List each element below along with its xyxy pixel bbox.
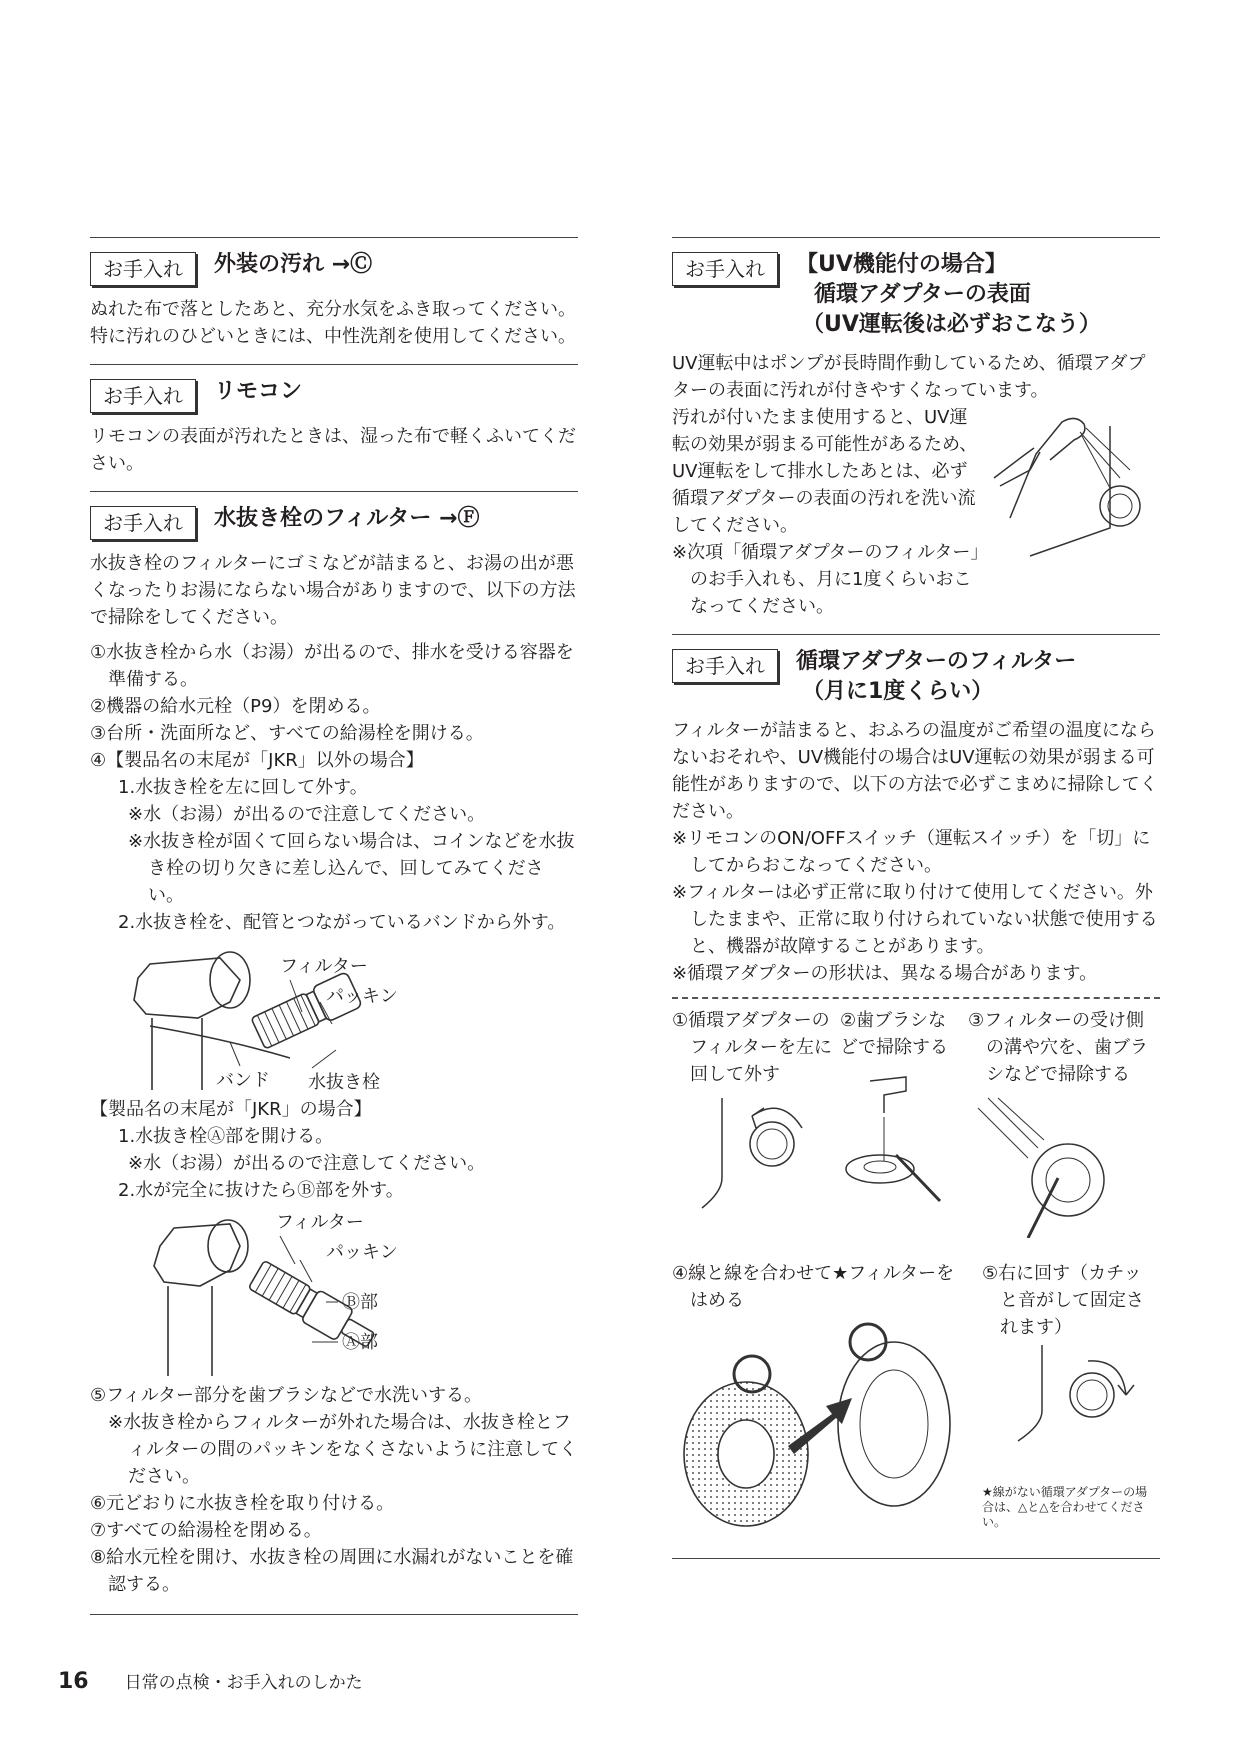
title-line: 循環アダプターのフィルター xyxy=(796,649,1077,674)
sub-step: 2.水が完全に抜けたらⒷ部を外す。 xyxy=(118,1180,404,1201)
adapter-receiver xyxy=(838,1342,950,1506)
section-body xyxy=(90,423,578,477)
step-item: ②機器の給水元栓（P9）を閉める。 xyxy=(90,696,381,717)
packing-shape xyxy=(296,1289,317,1317)
divider xyxy=(672,1558,1160,1559)
part-b-label: Ⓑ部 xyxy=(342,1292,378,1313)
sub-step: 1.水抜き栓Ⓐ部を開ける。 xyxy=(118,1126,334,1147)
brush-clean-illustration xyxy=(840,1061,960,1211)
footer-label: 日常の点検・お手入れのしかた xyxy=(124,1673,363,1693)
dashed-divider xyxy=(672,997,1160,999)
care-tag: お手入れ xyxy=(672,252,778,286)
faucet xyxy=(870,1077,906,1113)
step-item: ⑧給水元栓を開け、水抜き栓の周囲に水漏れがないことを確認する。 xyxy=(90,1547,574,1595)
drain-plug-diagram xyxy=(90,940,578,1090)
rotate-right-illustration xyxy=(982,1341,1152,1451)
housing-shape xyxy=(134,958,240,1018)
section-title: 外装の汚れ →Ⓒ xyxy=(214,252,373,277)
toothbrush xyxy=(896,1155,940,1201)
step-note: ※水抜き栓からフィルターが外れた場合は、水抜き栓とフィルターの間のパッキンをなくさないように注意してください。 xyxy=(108,1412,578,1487)
housing-shape xyxy=(154,1224,240,1286)
band-label: バンド xyxy=(216,1070,270,1090)
body-text: リモコンの表面が汚れたときは、湿った布で軽くふいてください。 xyxy=(90,426,576,474)
sub-note: ※水（お湯）が出るので注意してください。 xyxy=(128,804,486,825)
water-spray xyxy=(1080,428,1130,488)
page-number: 16 xyxy=(58,1669,89,1694)
filter-label: フィルター xyxy=(276,1212,364,1233)
right-column xyxy=(672,237,1160,1559)
step-1 xyxy=(672,1007,832,1242)
attach-filter-illustration xyxy=(672,1314,972,1544)
jkr-section xyxy=(90,1096,578,1204)
adapter xyxy=(1100,486,1140,526)
step-item: ⑦すべての給湯栓を閉める。 xyxy=(90,1520,322,1541)
section-title xyxy=(796,250,1101,340)
band-line xyxy=(150,1026,290,1058)
step-2 xyxy=(840,1007,960,1242)
section-body xyxy=(672,717,1160,987)
remove-filter-illustration xyxy=(672,1088,832,1238)
clean-receiver-illustration xyxy=(968,1088,1148,1238)
jkr-heading: 【製品名の末尾が「JKR」の場合】 xyxy=(90,1099,372,1120)
filter xyxy=(846,1155,914,1183)
care-tag: お手入れ xyxy=(672,649,778,683)
section-header xyxy=(90,365,578,413)
divider xyxy=(90,1614,578,1615)
section-header xyxy=(90,492,578,540)
section-title: リモコン xyxy=(214,379,303,404)
body-text: フィルターが詰まると、おふろの温度がご希望の温度にならないおそれや、UV機能付の場合はUV運転の効果が弱まる可能性がありますので、以下の方法で必ずこまめに掃除してください。 xyxy=(672,720,1158,822)
intro-text: 水抜き栓のフィルターにゴミなどが詰まると、お湯の出が悪くなったりお湯にならない場合がありますので、以下の方法で掃除をしてください。 xyxy=(90,553,576,628)
jkr-drain-plug-diagram xyxy=(90,1206,578,1376)
step-item: ③台所・洗面所など、すべての給湯栓を開ける。 xyxy=(90,723,484,744)
left-column xyxy=(90,237,578,1615)
steps-row xyxy=(672,1260,1160,1548)
body-text: 汚れが付いたまま使用すると、UV運転の効果が弱まる可能性があるため、UV運転をして排水したあとは、必ず循環アダプターの表面の汚れを洗い流してください。 xyxy=(672,407,978,536)
title-line: （UV運転後は必ずおこなう） xyxy=(802,312,1101,337)
body-text: 特に汚れのひどいときには、中性洗剤を使用してください。 xyxy=(90,326,576,347)
shower-head xyxy=(1010,418,1085,518)
sub-note: ※水抜き栓が固くて回らない場合は、コインなどを水抜き栓の切り欠きに差し込んで、回してみてください。 xyxy=(128,831,575,906)
step-item: ④【製品名の末尾が「JKR」以外の場合】 xyxy=(90,750,424,771)
bath-wall xyxy=(702,1098,722,1208)
steps-continued xyxy=(90,1382,578,1598)
alignment-mark-circle xyxy=(850,1324,886,1360)
step-4 xyxy=(672,1260,972,1548)
section-body xyxy=(672,350,1160,404)
section-body xyxy=(90,550,578,936)
body-text: UV運転中はポンプが長時間作動しているため、循環アダプターの表面に汚れが付きやすくなっています。 xyxy=(672,353,1146,401)
care-tag: お手入れ xyxy=(90,252,196,286)
step-text: ④線と線を合わせて★フィルターをはめる xyxy=(672,1263,955,1311)
step-text: ⑤右に回す（カチッと音がして固定されます） xyxy=(982,1263,1144,1338)
part-a-label: Ⓐ部 xyxy=(342,1332,378,1353)
steps-row xyxy=(672,1007,1160,1242)
shower-rinse-illustration xyxy=(990,408,1160,578)
note-text: ※循環アダプターの形状は、異なる場合があります。 xyxy=(672,963,1098,984)
water-spray xyxy=(978,1098,1044,1158)
title-line: 循環アダプターの表面 xyxy=(814,282,1031,307)
uv-body-row xyxy=(672,404,1160,620)
step-item: ⑤フィルター部分を歯ブラシなどで水洗いする。 xyxy=(90,1385,482,1406)
drain-plug-label: 水抜き栓 xyxy=(308,1072,380,1090)
sub-note: ※水（お湯）が出るので注意してください。 xyxy=(128,1153,486,1174)
pipe xyxy=(168,1286,212,1376)
care-tag: お手入れ xyxy=(90,379,196,413)
section-body xyxy=(90,296,578,350)
body-text: ぬれた布で落としたあと、充分水気をふき取ってください。 xyxy=(90,299,576,320)
step-3 xyxy=(968,1007,1148,1242)
note-text: ※フィルターは必ず正常に取り付けて使用してください。外したままや、正常に取り付けられていない状態で使用すると、機器が故障することがあります。 xyxy=(672,882,1158,957)
section-title xyxy=(796,647,1076,707)
section-title: 水抜き栓のフィルター →Ⓕ xyxy=(214,506,480,531)
pipe-end xyxy=(210,952,250,1008)
section-header xyxy=(90,238,578,286)
footer xyxy=(58,1668,363,1694)
packing-label: パッキン xyxy=(326,986,398,1007)
section-header xyxy=(672,238,1160,340)
title-line: 【UV機能付の場合】 xyxy=(796,252,1007,277)
section-header xyxy=(672,635,1160,707)
step-text: ①循環アダプターのフィルターを左に回して外す xyxy=(672,1010,832,1085)
pipe-end xyxy=(208,1220,248,1272)
note-text: ※リモコンのON/OFFスイッチ（運転スイッチ）を「切」にしてからおこなってください。 xyxy=(672,828,1151,876)
care-tag: お手入れ xyxy=(90,506,196,540)
step-item: ①水抜き栓から水（お湯）が出るので、排水を受ける容器を準備する。 xyxy=(90,642,574,690)
note-text: ※次項「循環アダプターのフィルター」のお手入れも、月に1度くらいおこなってください。 xyxy=(672,542,980,617)
bath-wall xyxy=(1018,1345,1042,1441)
uv-text xyxy=(672,404,982,620)
sub-step: 2.水抜き栓を、配管とつながっているバンドから外す。 xyxy=(118,912,566,933)
pipe xyxy=(152,1018,202,1090)
step-5 xyxy=(982,1260,1152,1548)
packing-label: パッキン xyxy=(326,1242,398,1263)
sub-step: 1.水抜き栓を左に回して外す。 xyxy=(118,777,368,798)
title-line: （月に1度くらい） xyxy=(802,679,994,704)
step-text: ②歯ブラシなどで掃除する xyxy=(840,1010,948,1058)
star-note: ★線がない循環アダプターの場合は、△と△を合わせてください。 xyxy=(982,1485,1148,1529)
filter-label: フィルター xyxy=(280,956,368,977)
step-item: ⑥元どおりに水抜き栓を取り付ける。 xyxy=(90,1493,395,1514)
step-text: ③フィルターの受け側の溝や穴を、歯ブラシなどで掃除する xyxy=(968,1010,1148,1085)
